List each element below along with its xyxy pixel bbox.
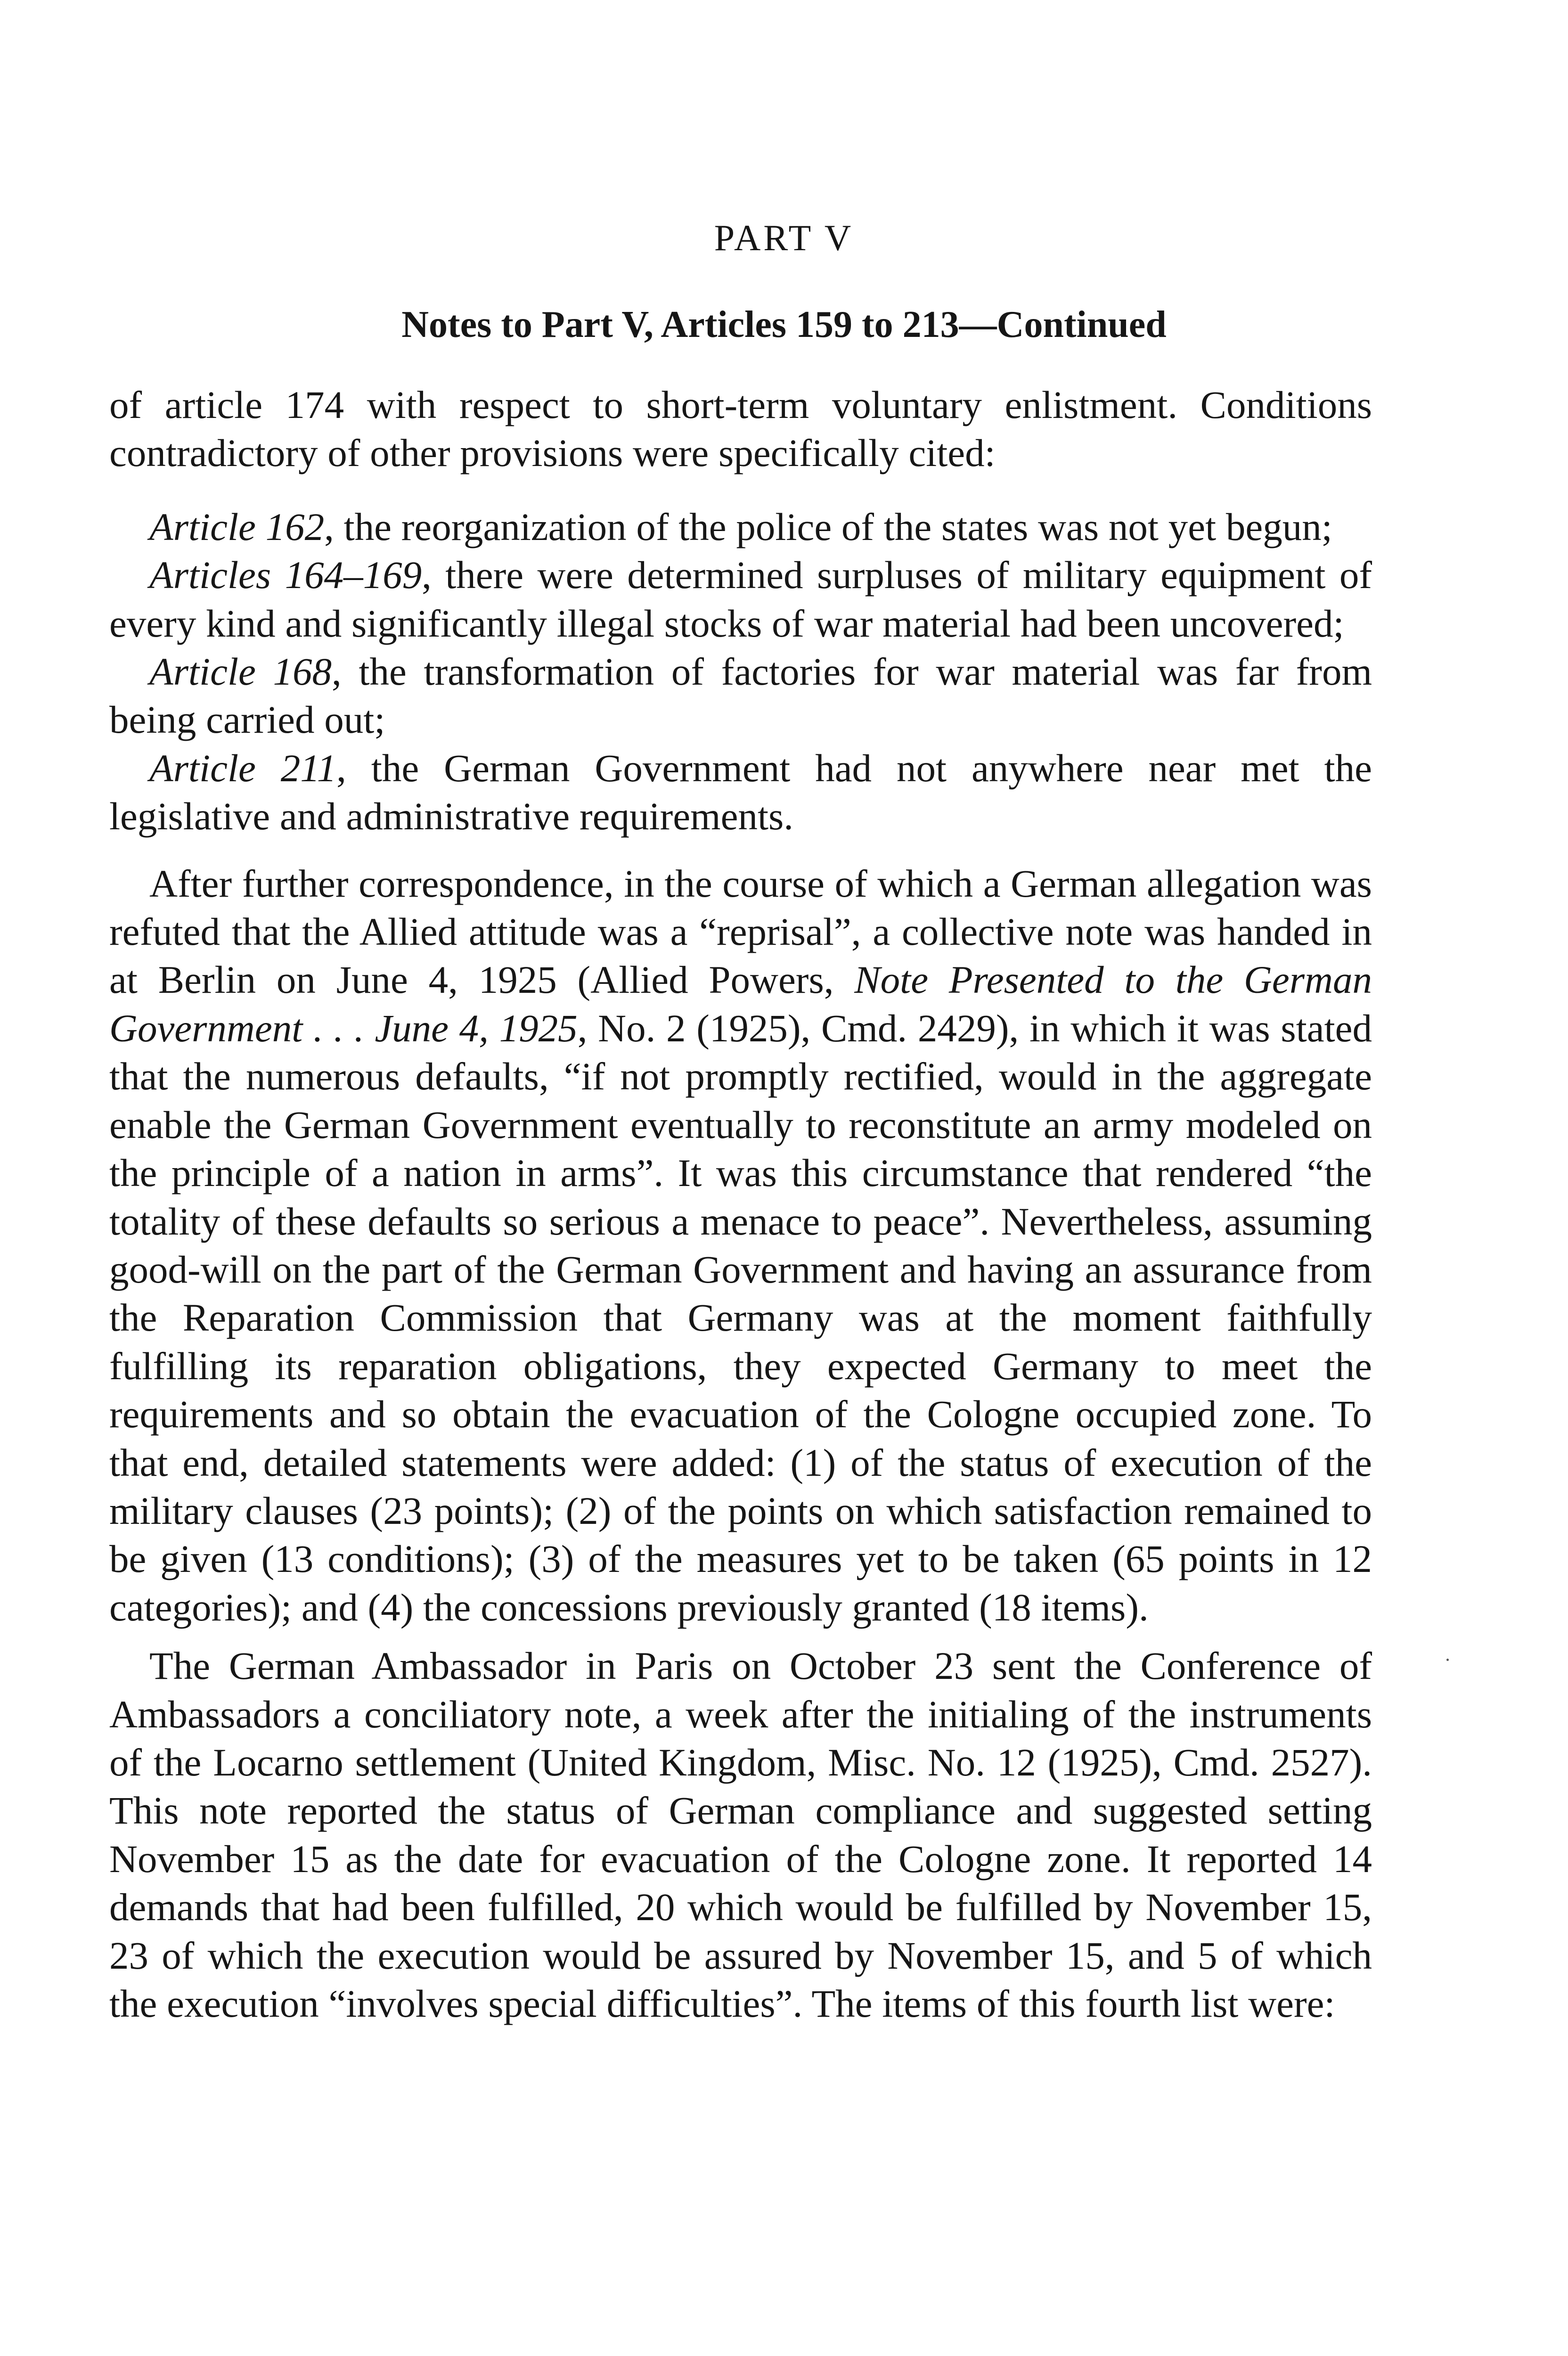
paragraph-text: After further correspondence, in the course of which a German allegation was refuted that the Allied attitude was a “reprisal”, a collective note was handed in at Berlin on June 4, 1925 (Allied Powers, — [109, 861, 1372, 1002]
body-paragraph: The German Ambassador in Paris on October 23 sent the Conference of Ambassadors a conciliatory note, a week after the initialing of the instruments of the Locarno settlement (United Kingdom, Misc. No. 12 (1925), Cmd. 2527). This note reported the status of German compliance and suggested setting November 15 as the date for evacuation of the Cologne zone. It reported 14 demands that had been fulfilled, 20 which would be fulfilled by November 15, 23 of which the execution would be assured by November 15, and 5 of which the execution “involves special difficulties”. The items of this fourth list were: — [109, 1644, 1372, 2025]
body-paragraph — [109, 859, 1372, 1632]
article-ref: Articles 164–169 — [149, 553, 422, 597]
cited-title: Note Presented to the German Government . . . June 4, 1925 — [109, 958, 1372, 1050]
article-text: , the transformation of factories for war material was far from being carried out; — [109, 650, 1372, 742]
article-item — [109, 744, 1372, 841]
paragraph-text: , No. 2 (1925), Cmd. 2429), in which it was stated that the numerous defaults, “if not promptly rectified, would in the aggregate enable the German Government eventually to reconstitute an army modeled on the principle of a nation in arms”. It was this circumstance that rendered “the totality of these defaults so serious a menace to peace”. Nevertheless, assuming good-will on the part of the German Government and having an assurance from the Reparation Commission that Germany was at the moment faithfully fulfilling its reparation obligations, they expected Germany to meet the requirements and so obtain the evacuation of the Cologne occupied zone. To that end, detailed statements were added: (1) of the status of execution of the military clauses (23 points); (2) of the points on which satisfaction remained to be given (13 conditions); (3) of the measures yet to be taken (65 points in 12 categories); and (4) the concessions previously granted (18 items). — [109, 1006, 1372, 1629]
article-text: , the German Government had not anywhere near met the legislative and administrative requirements. — [109, 746, 1372, 838]
scan-speck — [1446, 1659, 1449, 1661]
article-item — [109, 551, 1372, 647]
intro-paragraph: of article 174 with respect to short-term voluntary enlistment. Conditions contradictory of other provisions were specifically cited: — [109, 383, 1372, 475]
article-ref: Article 211 — [149, 746, 337, 790]
article-text: , the reorganization of the police of the states was not yet begun; — [324, 505, 1332, 548]
body-text — [109, 381, 1372, 2028]
article-ref: Article 162 — [149, 505, 325, 548]
article-item — [109, 503, 1372, 551]
section-title: Notes to Part V, Articles 159 to 213—Continued — [401, 304, 1167, 345]
article-text: , there were determined surpluses of military equipment of every kind and significantly illegal stocks of war material had been uncovered; — [109, 553, 1372, 645]
running-head: PART V — [714, 217, 854, 258]
article-item — [109, 647, 1372, 744]
article-ref: Article 168 — [149, 650, 332, 694]
